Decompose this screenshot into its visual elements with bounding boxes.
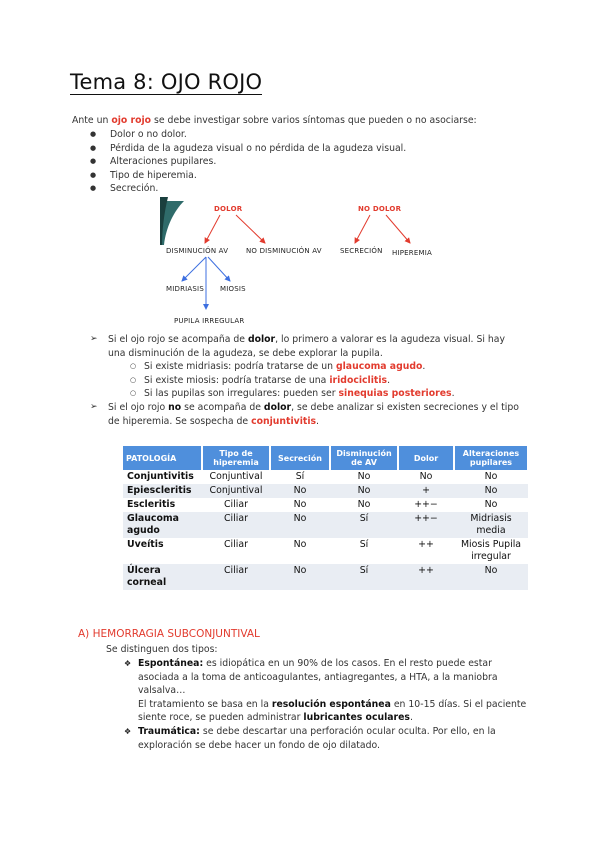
highlight: glaucoma agudo [335, 361, 423, 373]
table-cell: No [293, 539, 307, 550]
label-miosis: MIOSIS [220, 285, 246, 293]
label-no-dolor: NO DOLOR [358, 205, 402, 213]
column-header: Disminución de AV [330, 446, 398, 470]
table-cell: No [357, 499, 371, 510]
table-row [123, 484, 528, 498]
text: Si existe miosis: podría tratarse de una [144, 374, 330, 386]
table-row [123, 564, 528, 590]
section-heading: A) HEMORRAGIA SUBCONJUNTIVAL [78, 628, 260, 640]
text: Si las pupilas son irregulares: pueden ser [144, 388, 339, 400]
arrow-miosis [208, 257, 230, 281]
text: Si el ojo rojo [108, 401, 169, 413]
table-row [123, 498, 528, 512]
arrow-dolor-left [205, 215, 220, 243]
list-item: ● Tipo de hiperemia. [90, 169, 406, 183]
text: . [316, 415, 320, 427]
list-item [124, 657, 534, 725]
table-cell: Conjuntivitis [127, 471, 194, 482]
text: . [409, 712, 413, 724]
table-cell: No [270, 564, 330, 590]
table-row [123, 512, 528, 538]
table-cell: ++ [398, 564, 454, 590]
label-hiperemia: HIPEREMIA [392, 249, 432, 257]
table-cell: Ciliar [224, 499, 248, 510]
list-item [90, 333, 520, 401]
table-cell: Sí [330, 564, 398, 590]
table-cell: No [484, 499, 498, 510]
flow-diagram [160, 197, 440, 329]
table-cell: Uveítis [127, 539, 164, 550]
explanation-list [90, 333, 520, 428]
bold-text: Espontánea: [138, 658, 204, 669]
list-item: ● Pérdida de la agudeza visual o no pérdida de la agudeza visual. [90, 142, 406, 156]
bold-text: resolución espontánea [271, 698, 391, 710]
table-cell: Conjuntival [209, 471, 263, 482]
symptom-list [90, 128, 406, 196]
table-cell: Ciliar [202, 512, 270, 538]
intro-paragraph [72, 114, 542, 128]
list-item [130, 360, 520, 374]
text: , se debe analizar si existen secreciones y el tipo de hiperemia. Se sospecha de [108, 401, 519, 427]
section-intro: Se distinguen dos tipos: [106, 644, 218, 655]
label-pupila: PUPILA IRREGULAR [174, 317, 245, 325]
table-cell: No [484, 471, 498, 482]
list-item: ● Alteraciones pupilares. [90, 155, 406, 169]
page-title: Tema 8: OJO ROJO [70, 70, 263, 94]
table-cell: ++− [414, 499, 438, 510]
table-cell: Glaucoma agudo [123, 512, 202, 538]
intro-highlight: ojo rojo [111, 115, 152, 126]
label-disminucion: DISMINUCIÓN AV [166, 247, 229, 255]
highlight: iridociclitis [329, 374, 388, 386]
text: . [451, 388, 455, 400]
table-cell: Ciliar [224, 539, 248, 550]
list-item [130, 374, 520, 388]
table-cell: ++ [418, 539, 434, 550]
label-midriasis: MIDRIASIS [166, 285, 204, 293]
label-dolor: DOLOR [214, 205, 243, 213]
table-cell: No [454, 564, 528, 590]
column-header: Alteraciones pupilares [454, 446, 528, 470]
list-item: ● Dolor o no dolor. [90, 128, 406, 142]
intro-post: se debe investigar sobre varios síntomas que pueden o no asociarse: [151, 115, 477, 126]
column-header: Secreción [270, 446, 330, 470]
table-row [123, 538, 528, 564]
list-item [124, 725, 534, 752]
column-header: Tipo de hiperemia [202, 446, 270, 470]
table-cell: No [330, 484, 398, 498]
table-cell: No [270, 484, 330, 498]
table-cell: Miosis Pupila irregular [460, 539, 522, 562]
text: se debe descartar una perforación ocular oculta. Por ello, en la exploración se debe hacer un fondo de ojo dilatado. [138, 725, 496, 751]
table-cell: No [357, 471, 371, 482]
bold-text: Traumática: [138, 725, 200, 737]
table-cell: Sí [330, 512, 398, 538]
table-cell: Sí [359, 539, 369, 550]
hemorrhage-types [124, 657, 534, 752]
text: Si el ojo rojo se acompaña de [108, 334, 248, 345]
text: se acompaña de [181, 401, 264, 413]
table-cell: ++− [398, 512, 454, 538]
table-row [123, 470, 528, 484]
diagram-arrows [160, 197, 440, 329]
table-header-row [123, 446, 528, 470]
list-item [130, 387, 520, 401]
text: en 10-15 días. Si el paciente siente roce, se pueden administrar [138, 698, 527, 724]
table-cell: + [398, 484, 454, 498]
bold-text: dolor [263, 401, 292, 413]
table-cell: No [293, 499, 307, 510]
column-header: PATOLOGÍA [123, 446, 202, 470]
table-cell: No [270, 512, 330, 538]
table-cell: Escleritis [127, 499, 176, 510]
highlight: sinequias posteriores [338, 388, 452, 400]
highlight: conjuntivitis [251, 415, 317, 427]
table-cell: No [454, 484, 528, 498]
table-cell: No [419, 471, 433, 482]
text: . [387, 374, 391, 386]
table-cell: Úlcera corneal [123, 564, 202, 590]
text: . [422, 361, 426, 373]
column-header: Dolor [398, 446, 454, 470]
text: , lo primero a valorar es la agudeza visual. Si hay una disminución de la agudeza, se debe explorar la pupila. [108, 334, 505, 359]
table-cell: Midriasis media [454, 512, 528, 538]
label-no-disminucion: NO DISMINUCIÓN AV [246, 247, 322, 255]
table-cell: Ciliar [202, 564, 270, 590]
list-item [90, 401, 520, 428]
label-secrecion: SECRECIÓN [340, 247, 383, 255]
arrow-nodolor-left [355, 215, 370, 243]
arrow-dolor-right [236, 215, 265, 243]
table-cell: Epiescleritis [123, 484, 202, 498]
intro-pre: Ante un [72, 115, 112, 126]
pathology-table [123, 446, 529, 590]
text: es idiopática en un 90% de los casos. En el resto puede estar asociada a la toma de anticoagulantes, antiagregantes, a HTA, a la maniobra valsalva… [138, 658, 498, 697]
text: El tratamiento se basa en la [138, 698, 272, 710]
list-item: ● Secreción. [90, 182, 406, 196]
bold-text: no [168, 401, 182, 413]
arrow-nodolor-right [386, 215, 410, 243]
table-cell: Sí [295, 471, 305, 482]
arrow-midriasis [182, 257, 206, 281]
bold-text: dolor [247, 334, 276, 345]
text: Si existe midriasis: podría tratarse de un [144, 361, 336, 373]
bold-text: lubricantes oculares [303, 712, 410, 724]
sub-list [108, 360, 520, 401]
table-cell: Conjuntival [202, 484, 270, 498]
